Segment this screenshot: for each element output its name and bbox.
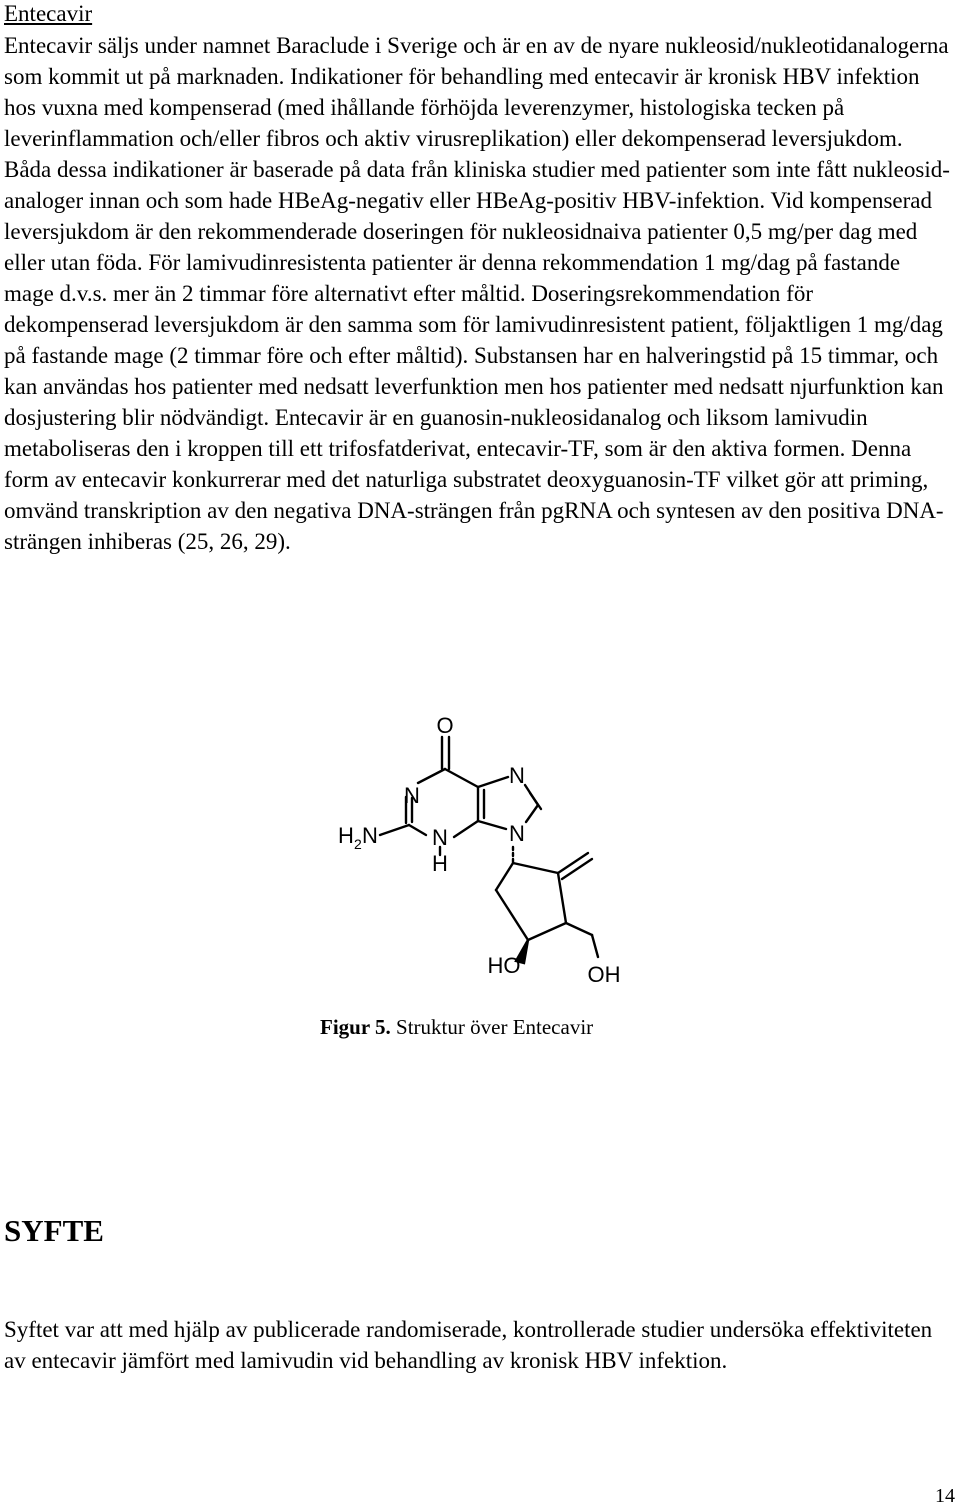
bond-c4p-c5p	[496, 890, 528, 940]
bond-c1p-c2p	[513, 863, 558, 873]
aim-paragraph: Syftet var att med hjälp av publicerade randomiserade, kontrollerade studier undersöka effektiviteten av entecavir jämfört med lamivudin vid behandling av kronisk HBV infektion.	[4, 1317, 933, 1373]
figure-caption	[320, 1015, 593, 1040]
figure-caption-label: Figur 5.	[320, 1015, 391, 1039]
bond-c2p-c3p	[558, 873, 566, 923]
atom-h2n-n: N	[362, 823, 378, 848]
page-number: 14	[935, 1485, 955, 1507]
atom-h2n-h: H	[338, 823, 354, 848]
section-title: Entecavir	[4, 1, 93, 26]
bond-c3p-ch2	[566, 923, 592, 935]
bond-methylene-b	[562, 859, 592, 879]
entecavir-structure-figure	[330, 705, 630, 1000]
figure-caption-text: Struktur över Entecavir	[390, 1015, 594, 1039]
atom-n3: N	[432, 825, 448, 850]
bond-c2-n3	[409, 825, 426, 835]
bond-c6-c5	[445, 769, 478, 787]
atom-n9: N	[509, 821, 525, 846]
intro-paragraph: Entecavir säljs under namnet Baraclude i Sverige och är en av de nyare nukleosid/nukleotidanalogerna som kommit ut på marknaden. Indikationer för behandling med entecavir är kronisk HBV infektion hos vuxna med kompenserad (med ihållande förhöjda leverenzymer, histologiska tecken på leverinflammation och/eller fibros och aktiv virusreplikation) eller dekompenserad leversjukdom. Båda dessa indikationer är baserade på data från kliniska studier med patienter som inte fått nukleosid-analoger innan och som hade HBeAg-negativ eller HBeAg-positiv HBV-infektion. Vid kompenserad leversjukdom är den rekommenderade doseringen för nukleosidnaiva patienter 0,5 mg/per dag med eller utan föda. För lamivudinresistenta patienter är denna rekommendation 1 mg/dag på fastande mage d.v.s. mer än 2 timmar före alternativt efter måltid. Doseringsrekommendation för dekompenserad leversjukdom är den samma som för lamivudinresistent patient, följaktligen 1 mg/dag på fastande mage (2 timmar före och efter måltid). Substansen har en halveringstid på 15 timmar, och kan användas hos patienter med nedsatt leverfunktion men hos patienter med nedsatt njurfunktion kan dosjustering blir nödvändigt. Entecavir är en guanosin-nukleosidanalog och liksom lamivudin metaboliseras den i kroppen till ett trifosfatderivat, entecavir-TF, som är den aktiva formen. Denna form av entecavir konkurrerar med det naturliga substratet deoxyguanosin-TF vilket gör att priming, omvänd transkription av den negativa DNA-strängen från pgRNA och syntesen av den positiva DNA-strängen inhiberas (25, 26, 29).	[4, 33, 950, 554]
bond-methylene-a	[558, 853, 588, 873]
bond-c4-n9	[478, 821, 506, 829]
bond-ch2-oh	[592, 935, 598, 957]
bond-c5p-c1p	[496, 863, 513, 890]
atom-n1: N	[404, 783, 420, 808]
entecavir-structure	[330, 705, 630, 1000]
bond-c3p-c4p	[528, 923, 566, 940]
atom-o: O	[436, 713, 454, 738]
atom-n7: N	[509, 763, 525, 788]
bond-n3-c4	[454, 821, 478, 837]
bond-c2-nh2	[380, 825, 409, 835]
aim-heading: SYFTE	[4, 1213, 104, 1248]
atom-oh: OH	[587, 962, 621, 987]
bond-c5-n7	[478, 777, 508, 787]
atom-h: H	[432, 851, 448, 876]
bond-c8-n9	[526, 805, 538, 822]
atom-h2n-sub: 2	[354, 836, 362, 852]
atom-ho: HO	[487, 953, 521, 978]
bond-c6-n1	[418, 769, 445, 783]
